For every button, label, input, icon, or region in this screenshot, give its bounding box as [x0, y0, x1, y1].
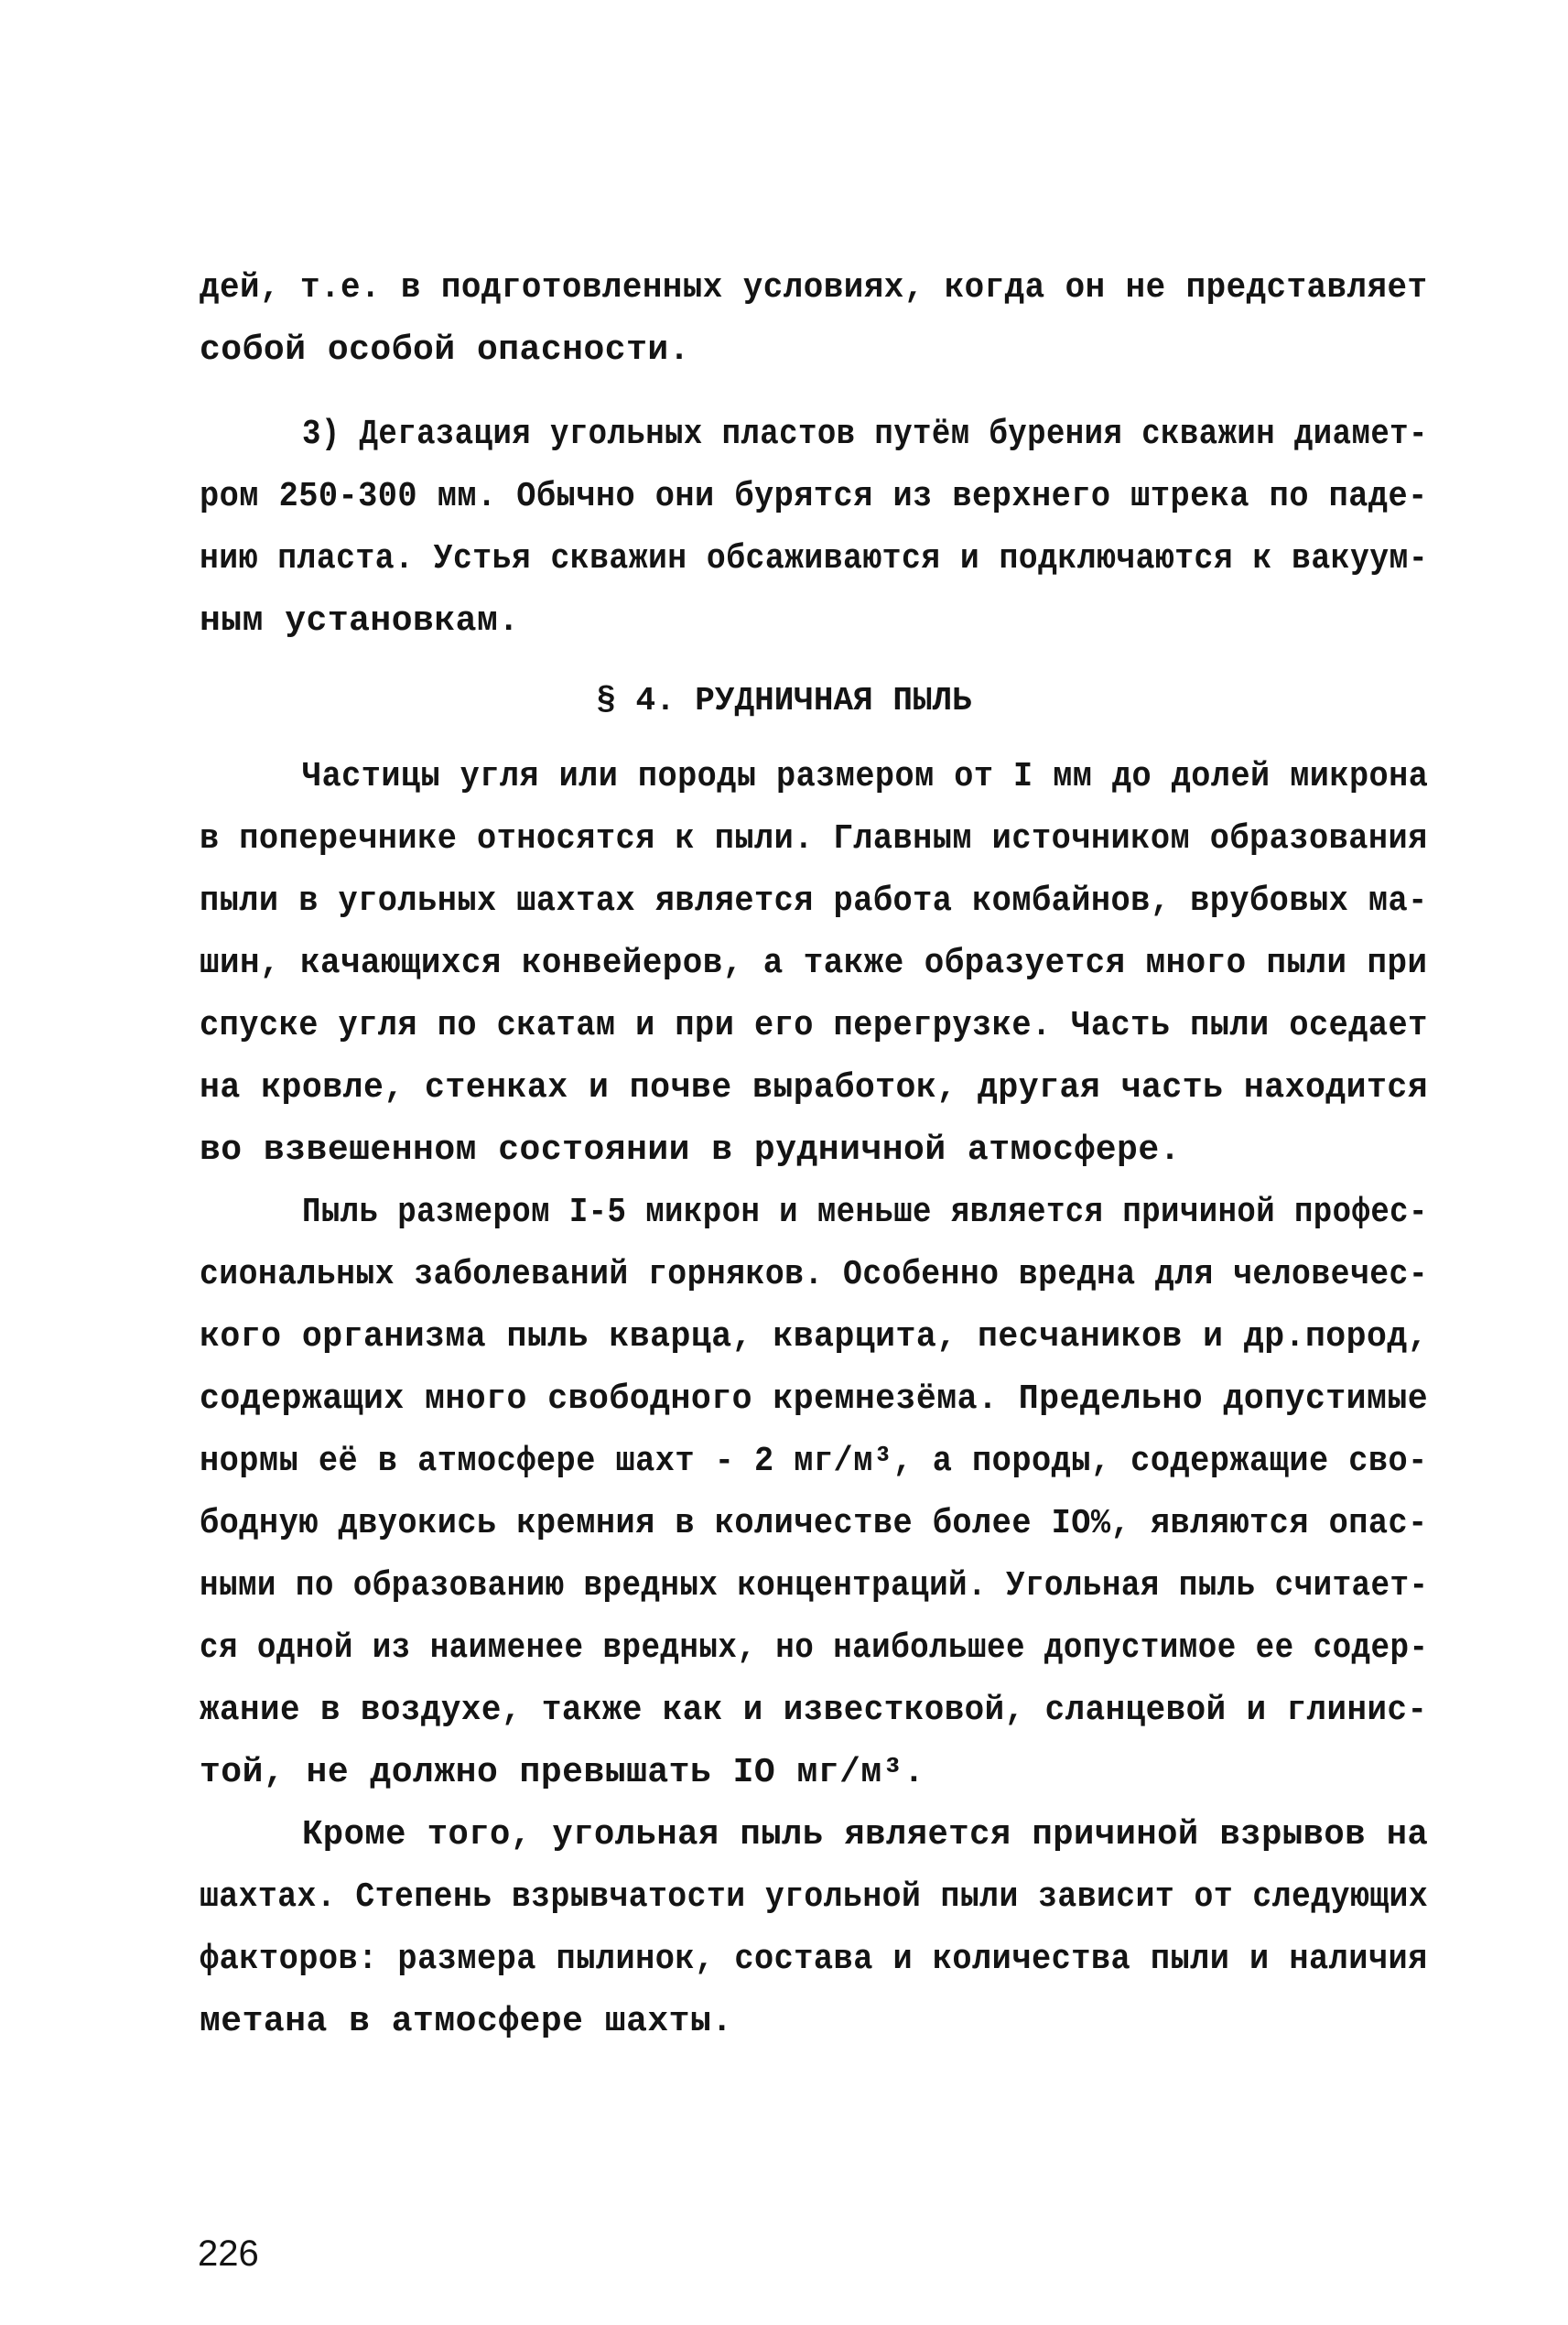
text-line: пыли в угольных шахтах является работа комбайнов, врубовых ма-	[200, 881, 1428, 921]
text-line: той, не должно превышать IO мг/м³.	[200, 1753, 925, 1792]
text-line: спуске угля по скатам и при его перегрузке. Часть пыли оседает	[200, 1006, 1428, 1045]
section-heading: § 4. РУДНИЧНАЯ ПЫЛЬ	[596, 682, 972, 719]
text-line: Частицы угля или породы размером от I мм до долей микрона	[302, 757, 1429, 796]
text-line: Пыль размером I-5 микрон и меньше является причиной профес-	[302, 1193, 1428, 1232]
text-line: метана в атмосфере шахты.	[200, 2002, 733, 2041]
text-line: во взвешенном состоянии в рудничной атмосфере.	[200, 1130, 1181, 1170]
page-number: 226	[198, 2233, 259, 2274]
text-line: Кроме того, угольная пыль является причиной взрывов на	[302, 1815, 1429, 1855]
text-line: содержащих много свободного кремнезёма. Предельно допустимые	[200, 1379, 1429, 1419]
text-line: кого организма пыль кварца, кварцита, песчаников и др.пород,	[200, 1317, 1429, 1357]
text-line: дей, т.е. в подготовленных условиях, когда он не представляет	[200, 268, 1428, 308]
text-line: 3) Дегазация угольных пластов путём бурения скважин диамет-	[302, 415, 1428, 454]
text-line: нормы её в атмосфере шахт - 2 мг/м³, а породы, содержащие сво-	[200, 1442, 1428, 1481]
text-line: жание в воздухе, также как и известковой, сланцевой и глинис-	[200, 1691, 1428, 1730]
text-line: на кровле, стенках и почве выработок, другая часть находится	[200, 1068, 1429, 1108]
text-line: в поперечнике относятся к пыли. Главным источником образования	[200, 819, 1428, 859]
text-line: бодную двуокись кремния в количестве более IO%, являются опас-	[200, 1504, 1428, 1543]
text-line: ными по образованию вредных концентраций. Угольная пыль считает-	[200, 1566, 1429, 1606]
text-line: ным установкам.	[200, 601, 520, 641]
text-line: ром 250-300 мм. Обычно они бурятся из верхнего штрека по паде-	[200, 477, 1428, 516]
text-line: нию пласта. Устья скважин обсаживаются и подключаются к вакуум-	[200, 539, 1429, 579]
text-line: факторов: размера пылинок, состава и количества пыли и наличия	[200, 1940, 1428, 1979]
text-line: ся одной из наименее вредных, но наибольшее допустимое ее содер-	[200, 1628, 1429, 1668]
text-line: шахтах. Степень взрывчатости угольной пыли зависит от следующих	[200, 1877, 1429, 1917]
text-line: сиональных заболеваний горняков. Особенно вредна для человечес-	[200, 1255, 1429, 1294]
text-line: шин, качающихся конвейеров, а также образуется много пыли при	[200, 944, 1428, 983]
text-line: собой особой опасности.	[200, 330, 690, 370]
